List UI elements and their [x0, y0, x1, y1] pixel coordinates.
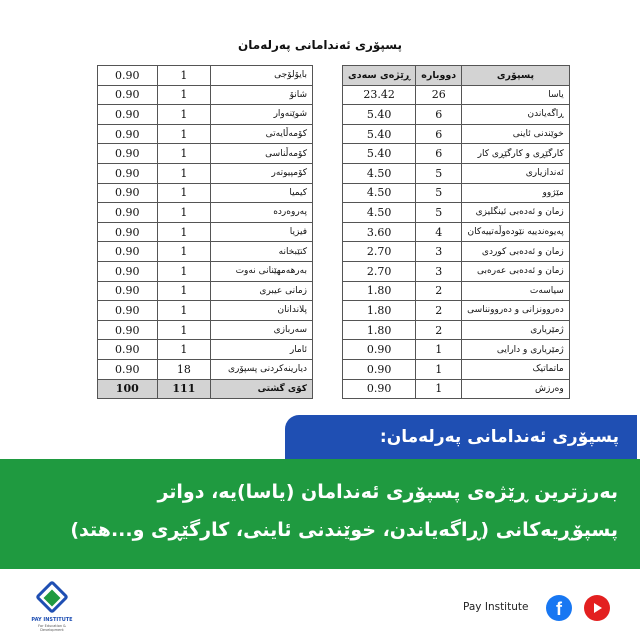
count-cell: 18 [157, 359, 211, 379]
table-row [98, 222, 313, 242]
table-row [98, 340, 313, 360]
table-row [98, 281, 313, 301]
specialization-cell: زمان و ئەدەبی کوردی [462, 242, 570, 262]
specialization-cell: کۆمەڵناسی [211, 144, 313, 164]
youtube-icon[interactable] [584, 595, 610, 621]
summary-banner [0, 459, 640, 569]
facebook-icon[interactable]: f [546, 595, 572, 621]
count-cell: 1 [416, 340, 462, 360]
percentage-cell: 0.90 [98, 242, 158, 262]
table-row [98, 242, 313, 262]
specialization-cell: بایۆلۆجی [211, 66, 313, 86]
specialization-table-left [97, 65, 313, 399]
count-cell: 1 [157, 105, 211, 125]
count-cell: 1 [416, 359, 462, 379]
logo-text: PAY INSTITUTE [31, 617, 73, 623]
table-row [343, 105, 570, 125]
table-row [343, 183, 570, 203]
header-specialization: پسپۆری [462, 66, 570, 86]
table-row [98, 66, 313, 86]
percentage-cell: 4.50 [343, 163, 416, 183]
table-row [343, 281, 570, 301]
count-cell: 1 [157, 320, 211, 340]
count-cell: 3 [416, 242, 462, 262]
logo-subtitle: For Education & Development [38, 624, 66, 632]
specialization-cell: زمان و ئەدەبی عەرەبی [462, 261, 570, 281]
specialization-cell: فیزیا [211, 222, 313, 242]
specialization-cell: دیارینەکردنی پسپۆری [211, 359, 313, 379]
count-cell: 6 [416, 124, 462, 144]
table-row [98, 144, 313, 164]
table-row [98, 85, 313, 105]
count-cell: 1 [157, 340, 211, 360]
table-row [343, 124, 570, 144]
header-percentage: ڕێژەی سەدی [343, 66, 416, 86]
count-cell: 5 [416, 203, 462, 223]
percentage-cell: 4.50 [343, 183, 416, 203]
count-cell: 2 [416, 301, 462, 321]
percentage-cell: 0.90 [343, 359, 416, 379]
table-row [343, 359, 570, 379]
table-row [343, 320, 570, 340]
count-cell: 2 [416, 281, 462, 301]
count-cell: 1 [157, 281, 211, 301]
percentage-cell: 0.90 [98, 144, 158, 164]
percentage-cell: 0.90 [98, 163, 158, 183]
count-cell: 4 [416, 222, 462, 242]
count-cell: 1 [157, 261, 211, 281]
total-row [98, 379, 313, 399]
specialization-cell: کیمیا [211, 183, 313, 203]
table-row [98, 124, 313, 144]
percentage-cell: 0.90 [98, 222, 158, 242]
pay-institute-logo [30, 585, 74, 635]
table-row [343, 301, 570, 321]
count-cell: 5 [416, 183, 462, 203]
percentage-cell: 0.90 [98, 320, 158, 340]
specialization-cell: دەروونزانی و دەروونناسی [462, 301, 570, 321]
percentage-cell: 0.90 [343, 340, 416, 360]
brand-name: Pay Institute [463, 601, 529, 613]
specialization-cell: وەرزش [462, 379, 570, 399]
percentage-cell: 0.90 [98, 124, 158, 144]
percentage-cell: 1.80 [343, 281, 416, 301]
total-count-cell: 111 [157, 379, 211, 399]
specialization-cell: کۆمەڵایەتی [211, 124, 313, 144]
count-cell: 3 [416, 261, 462, 281]
specialization-cell: شانۆ [211, 85, 313, 105]
count-cell: 2 [416, 320, 462, 340]
percentage-cell: 0.90 [98, 261, 158, 281]
percentage-cell: 2.70 [343, 261, 416, 281]
specialization-cell: ڕاگەیاندن [462, 105, 570, 125]
specialization-cell: پەروەردە [211, 203, 313, 223]
percentage-cell: 3.60 [343, 222, 416, 242]
percentage-cell: 0.90 [98, 203, 158, 223]
specialization-cell: ئامار [211, 340, 313, 360]
percentage-cell: 1.80 [343, 320, 416, 340]
percentage-cell: 5.40 [343, 144, 416, 164]
count-cell: 1 [157, 85, 211, 105]
percentage-cell: 0.90 [98, 340, 158, 360]
table-row [343, 85, 570, 105]
specialization-cell: ئەندازیاری [462, 163, 570, 183]
count-cell: 1 [416, 379, 462, 399]
specialization-cell: خوێندنی ئاینی [462, 124, 570, 144]
percentage-cell: 1.80 [343, 301, 416, 321]
count-cell: 1 [157, 183, 211, 203]
count-cell: 26 [416, 85, 462, 105]
header-count: دووبارە [416, 66, 462, 86]
specialization-cell: مێژوو [462, 183, 570, 203]
count-cell: 1 [157, 301, 211, 321]
total-percentage-cell: 100 [98, 379, 158, 399]
specialization-cell: کۆمپیوتەر [211, 163, 313, 183]
count-cell: 5 [416, 163, 462, 183]
specialization-cell: ژمێریاری [462, 320, 570, 340]
table-row [343, 379, 570, 399]
percentage-cell: 0.90 [98, 301, 158, 321]
specialization-cell: زمانی عیبری [211, 281, 313, 301]
summary-line-2: پسپۆڕیەکانی (ڕاگەیاندن، خوێندنی ئاینی، کارگێڕی و...هتد) [70, 519, 618, 541]
table-row [343, 340, 570, 360]
table-row [98, 183, 313, 203]
table-row [98, 301, 313, 321]
table-header-row [343, 66, 570, 86]
table-row [343, 222, 570, 242]
specialization-cell: پەیوەندییە نێودەوڵەتییەکان [462, 222, 570, 242]
table-row [343, 261, 570, 281]
count-cell: 1 [157, 66, 211, 86]
percentage-cell: 0.90 [98, 66, 158, 86]
count-cell: 1 [157, 222, 211, 242]
footer [0, 569, 640, 640]
count-cell: 1 [157, 163, 211, 183]
percentage-cell: 4.50 [343, 203, 416, 223]
count-cell: 6 [416, 105, 462, 125]
percentage-cell: 23.42 [343, 85, 416, 105]
table-row [98, 105, 313, 125]
specialization-cell: کتێبخانە [211, 242, 313, 262]
specialization-cell: پلاندانان [211, 301, 313, 321]
specialization-cell: کارگێڕی و کارگێڕی کار [462, 144, 570, 164]
banner-title: پسپۆری ئەندامانی پەرلەمان: [285, 415, 637, 459]
specialization-cell: ماتماتیک [462, 359, 570, 379]
specialization-cell: ژمێریاری و دارایی [462, 340, 570, 360]
count-cell: 1 [157, 242, 211, 262]
table-row [98, 163, 313, 183]
percentage-cell: 0.90 [98, 105, 158, 125]
count-cell: 1 [157, 203, 211, 223]
table-row [343, 203, 570, 223]
table-row [98, 261, 313, 281]
percentage-cell: 2.70 [343, 242, 416, 262]
specialization-cell: یاسا [462, 85, 570, 105]
specialization-cell: زمان و ئەدەبی ئینگلیزی [462, 203, 570, 223]
table-row [343, 144, 570, 164]
total-label-cell: کۆی گشتی [211, 379, 313, 399]
count-cell: 1 [157, 144, 211, 164]
table-row [98, 203, 313, 223]
table-row [343, 163, 570, 183]
percentage-cell: 0.90 [98, 85, 158, 105]
percentage-cell: 0.90 [98, 281, 158, 301]
percentage-cell: 0.90 [98, 359, 158, 379]
table-row [98, 359, 313, 379]
table-row [98, 320, 313, 340]
page-title: پسپۆری ئەندامانی پەرلەمان [238, 38, 402, 52]
percentage-cell: 0.90 [343, 379, 416, 399]
table-row [343, 242, 570, 262]
percentage-cell: 0.90 [98, 183, 158, 203]
count-cell: 6 [416, 144, 462, 164]
specialization-cell: شوێنەوار [211, 105, 313, 125]
count-cell: 1 [157, 124, 211, 144]
specialization-cell: بەرهەمهێنانی نەوت [211, 261, 313, 281]
specialization-cell: سەربازی [211, 320, 313, 340]
percentage-cell: 5.40 [343, 124, 416, 144]
percentage-cell: 5.40 [343, 105, 416, 125]
summary-line-1: بەرزترین ڕێژەی پسپۆری ئەندامان (یاسا)یە، دواتر [157, 481, 618, 503]
specialization-table-right [342, 65, 570, 399]
specialization-cell: سیاسەت [462, 281, 570, 301]
